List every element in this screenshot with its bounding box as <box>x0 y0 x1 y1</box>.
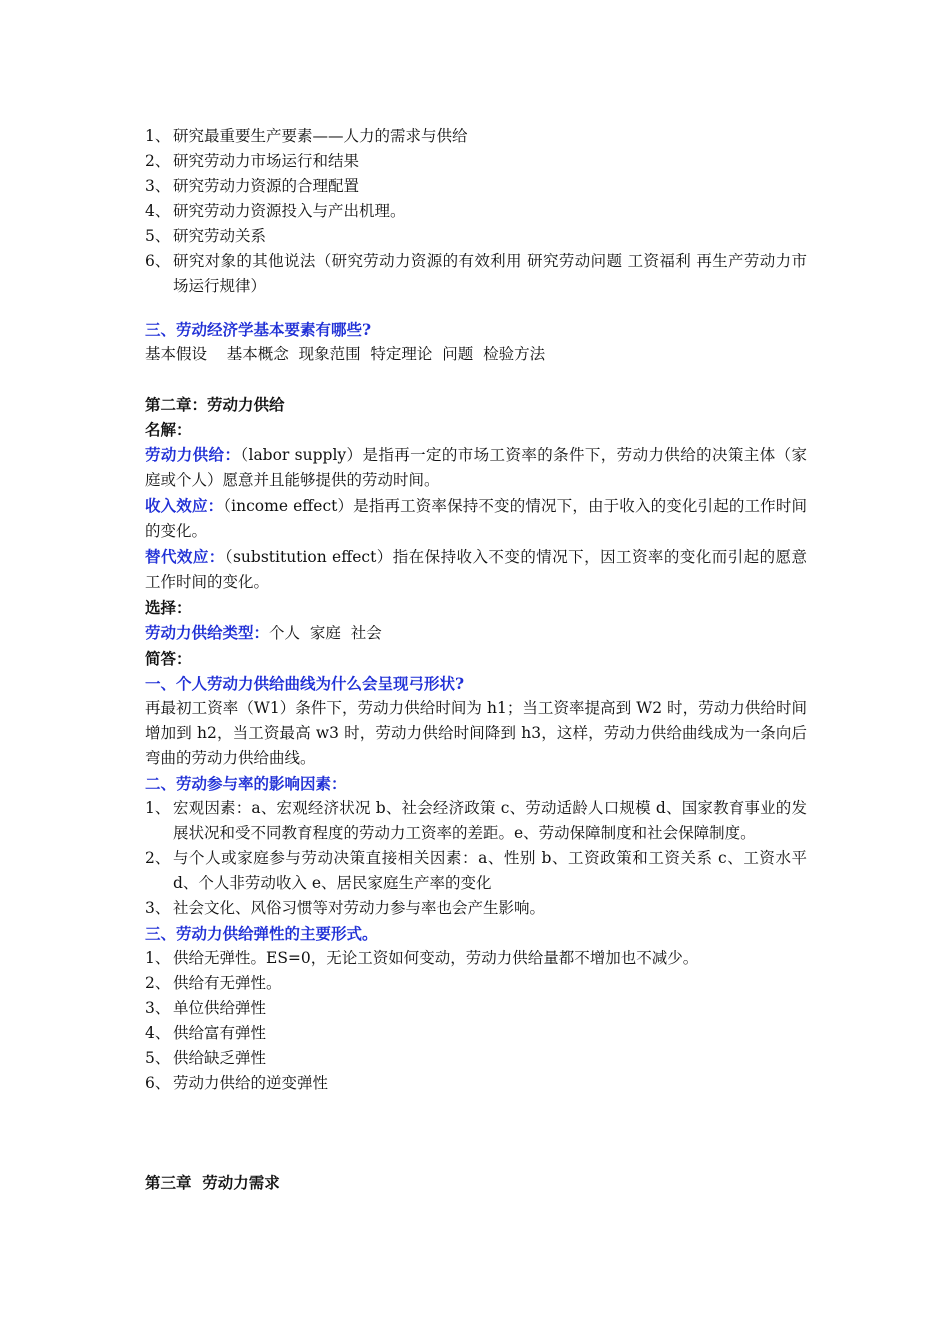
list-item-number: 2、 <box>145 152 171 170</box>
list-item-text: 供给无弹性。ES=0，无论工资如何变动，劳动力供给量都不增加也不减少。 <box>173 949 699 967</box>
list-item <box>145 124 807 149</box>
list-item-text: 供给缺乏弹性 <box>173 1049 267 1067</box>
list-item-number: 1、 <box>145 799 171 817</box>
list-item <box>145 996 807 1021</box>
list-item-number: 5、 <box>145 227 171 245</box>
list-item-number: 4、 <box>145 202 171 220</box>
list-item-number: 1、 <box>145 949 171 967</box>
definitions-label: 名解： <box>145 420 192 439</box>
chapter-title: 第三章 劳动力需求 <box>145 1173 280 1192</box>
list-item <box>145 249 807 299</box>
list-item-text: 研究劳动力资源投入与产出机理。 <box>173 202 406 220</box>
definition-item <box>145 493 807 544</box>
list-item <box>145 1021 807 1046</box>
list-item-text: 社会文化、风俗习惯等对劳动力参与率也会产生影响。 <box>173 899 546 917</box>
list-item-text: 与个人或家庭参与劳动决策直接相关因素：a、性别 b、工资政策和工资关系 c、工资水平 d、个人非劳动收入 e、居民家庭生产率的变化 <box>173 849 807 892</box>
list-item-number: 1、 <box>145 127 171 145</box>
list-item <box>145 199 807 224</box>
list-item <box>145 1046 807 1071</box>
definition-item <box>145 544 807 595</box>
list-item <box>145 846 807 896</box>
list-item-text: 研究最重要生产要素——人力的需求与供给 <box>173 127 468 145</box>
list-item-number: 3、 <box>145 177 171 195</box>
list-item <box>145 224 807 249</box>
list-item-text: 研究对象的其他说法（研究劳动力资源的有效利用 研究劳动问题 工资福利 再生产劳动力市场运行规律） <box>173 252 807 295</box>
list-item-text: 研究劳动关系 <box>173 227 267 245</box>
list-item <box>145 971 807 996</box>
section-heading: 三、劳动经济学基本要素有哪些? <box>145 320 372 339</box>
list-item-text: 劳动力供给的逆变弹性 <box>173 1074 329 1092</box>
list-item <box>145 796 807 846</box>
choice-item <box>145 620 807 646</box>
list-item-number: 6、 <box>145 1074 171 1092</box>
research-list <box>145 124 807 299</box>
list-item <box>145 896 807 921</box>
section-answer: 基本假设 基本概念 现象范围 特定理论 问题 检验方法 <box>145 345 546 363</box>
list-item-text: 供给有无弹性。 <box>173 974 282 992</box>
elasticity-forms-list <box>145 946 807 1096</box>
list-item-number: 2、 <box>145 974 171 992</box>
list-item-text: 研究劳动力资源的合理配置 <box>173 177 360 195</box>
list-item-number: 6、 <box>145 252 171 270</box>
definition-item <box>145 442 807 493</box>
list-item-number: 3、 <box>145 899 171 917</box>
definition-text: （income effect）是指再工资率保持不变的情况下，由于收入的变化引起的工作时间的变化。 <box>145 497 807 540</box>
list-item <box>145 149 807 174</box>
list-item-number: 5、 <box>145 1049 171 1067</box>
list-item <box>145 1071 807 1096</box>
definition-text: （substitution effect）指在保持收入不变的情况下，因工资率的变化而引起的愿意工作时间的变化。 <box>145 548 807 591</box>
list-item <box>145 174 807 199</box>
list-item-text: 单位供给弹性 <box>173 999 267 1017</box>
chapter-title: 第二章：劳动力供给 <box>145 395 285 414</box>
choice-label: 选择： <box>145 598 192 617</box>
choice-term: 劳动力供给类型： <box>145 623 270 642</box>
list-item <box>145 946 807 971</box>
list-item-number: 2、 <box>145 849 171 867</box>
definition-term: 收入效应： <box>145 496 224 515</box>
short-answer-label: 简答： <box>145 649 192 668</box>
definition-term: 劳动力供给： <box>145 445 241 464</box>
list-item-text: 供给富有弹性 <box>173 1024 267 1042</box>
question-heading: 一、个人劳动力供给曲线为什么会呈现弓形状? <box>145 674 465 693</box>
list-item-text: 研究劳动力市场运行和结果 <box>173 152 360 170</box>
list-item-number: 4、 <box>145 1024 171 1042</box>
list-item-number: 3、 <box>145 999 171 1017</box>
question-heading: 二、劳动参与率的影响因素： <box>145 774 347 793</box>
choice-text: 个人 家庭 社会 <box>269 624 382 642</box>
list-item-text: 宏观因素：a、宏观经济状况 b、社会经济政策 c、劳动适龄人口规模 d、国家教育事业的发展状况和受不同教育程度的劳动力工资率的差距。e、劳动保障制度和社会保障制度。 <box>173 799 807 842</box>
document-page <box>145 124 807 1195</box>
definition-term: 替代效应： <box>145 547 225 566</box>
question-heading: 三、劳动力供给弹性的主要形式。 <box>145 924 378 943</box>
question-answer: 再最初工资率（W1）条件下，劳动力供给时间为 h1；当工资率提高到 W2 时，劳动力供给时间增加到 h2，当工资最高 w3 时，劳动力供给时间降到 h3，这样，劳动力供给曲线成为一条向后弯曲的劳动力供给曲线。 <box>145 699 807 767</box>
definition-text: （labor supply）是指再一定的市场工资率的条件下，劳动力供给的决策主体（家庭或个人）愿意并且能够提供的劳动时间。 <box>145 446 807 489</box>
participation-factors-list <box>145 796 807 921</box>
